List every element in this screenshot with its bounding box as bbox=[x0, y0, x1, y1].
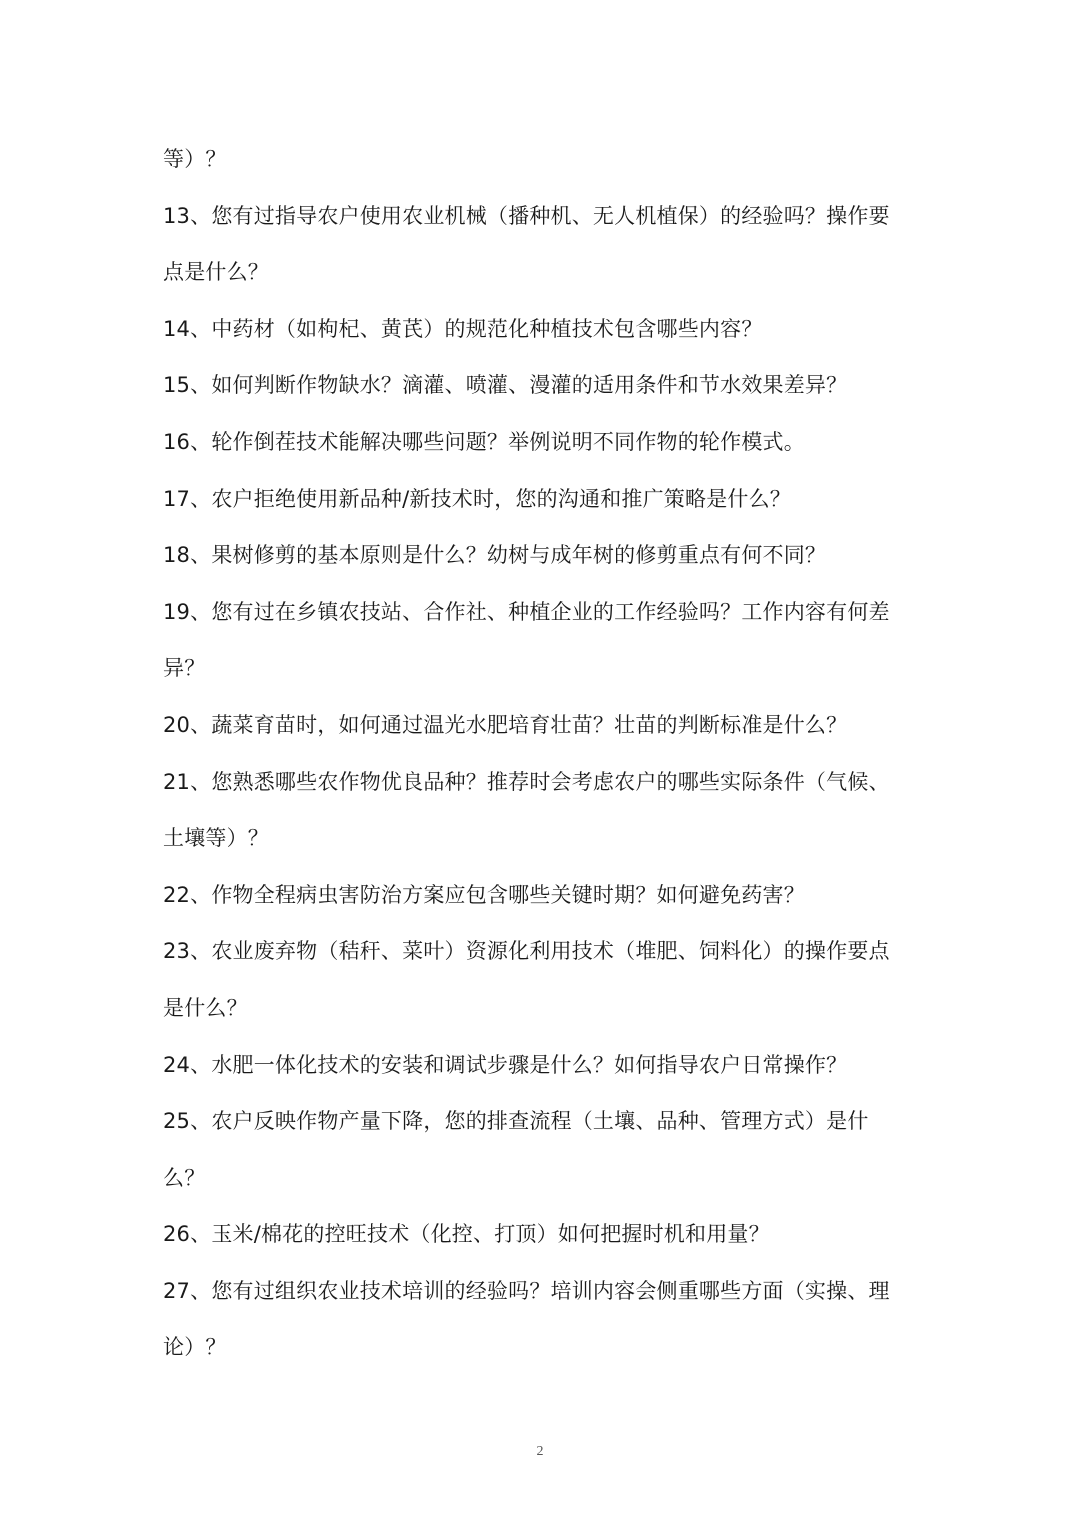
text-line: 论）？ bbox=[163, 1335, 227, 1360]
text-line: 17、农户拒绝使用新品种/新技术时，您的沟通和推广策略是什么？ bbox=[163, 486, 791, 511]
text-line: 是什么？ bbox=[163, 995, 248, 1020]
text-line: 22、作物全程病虫害防治方案应包含哪些关键时期？如何避免药害？ bbox=[163, 882, 805, 907]
text-line: 14、中药材（如枸杞、黄芪）的规范化种植技术包含哪些内容？ bbox=[163, 316, 763, 341]
text-line: 20、蔬菜育苗时，如何通过温光水肥培育壮苗？壮苗的判断标准是什么？ bbox=[163, 712, 848, 737]
page-number: 2 bbox=[536, 1444, 544, 1459]
text-line: 23、农业废弃物（秸秆、菜叶）资源化利用技术（堆肥、饲料化）的操作要点 bbox=[163, 939, 890, 964]
text-line: 15、如何判断作物缺水？滴灌、喷灌、漫灌的适用条件和节水效果差异？ bbox=[163, 373, 848, 398]
text-line: 等）？ bbox=[163, 147, 227, 171]
text-line: 26、玉米/棉花的控旺技术（化控、打顶）如何把握时机和用量？ bbox=[163, 1222, 770, 1247]
text-line: 24、水肥一体化技术的安装和调试步骤是什么？如何指导农户日常操作？ bbox=[163, 1052, 848, 1077]
text-line: 25、农户反映作物产量下降，您的排查流程（土壤、品种、管理方式）是什 bbox=[163, 1109, 869, 1134]
text-line: 13、您有过指导农户使用农业机械（播种机、无人机植保）的经验吗？操作要 bbox=[163, 203, 890, 228]
text-line: 16、轮作倒茬技术能解决哪些问题？举例说明不同作物的轮作模式。 bbox=[163, 429, 805, 454]
text-line: 土壤等）？ bbox=[163, 826, 269, 851]
text-line: 么？ bbox=[163, 1165, 206, 1190]
text-line: 异？ bbox=[163, 656, 206, 681]
text-line: 18、果树修剪的基本原则是什么？幼树与成年树的修剪重点有何不同？ bbox=[163, 543, 827, 568]
text-line: 27、您有过组织农业技术培训的经验吗？培训内容会侧重哪些方面（实操、理 bbox=[163, 1278, 890, 1303]
text-line: 点是什么？ bbox=[163, 260, 269, 285]
question-list bbox=[163, 131, 923, 1376]
text-line: 19、您有过在乡镇农技站、合作社、种植企业的工作经验吗？工作内容有何差 bbox=[163, 599, 890, 624]
text-line: 21、您熟悉哪些农作物优良品种？推荐时会考虑农户的哪些实际条件（气候、 bbox=[163, 769, 890, 794]
